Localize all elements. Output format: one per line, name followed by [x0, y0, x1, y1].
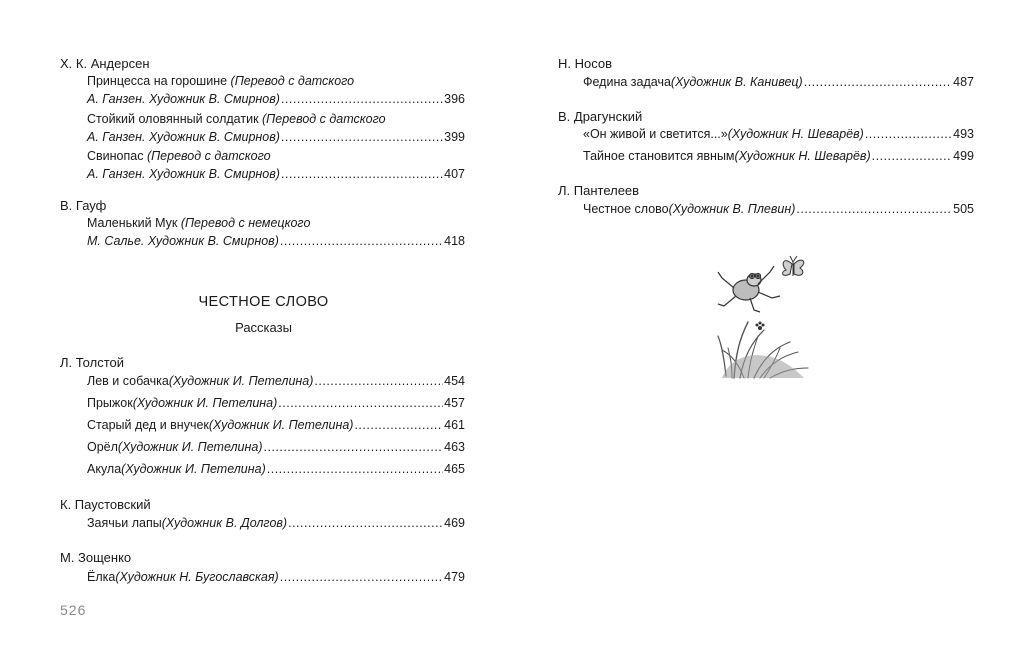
entry-credit: (Перевод с немецкого [180, 216, 311, 230]
entry-credit: (Художник И. Петелина) [132, 396, 278, 410]
toc-entry-jump[interactable] [87, 394, 465, 412]
toc-entry-secret-clear[interactable] [583, 147, 974, 165]
dot-leader [281, 90, 443, 108]
entry-page-number: 396 [444, 92, 465, 106]
toc-entry-hare-paws[interactable] [87, 514, 465, 532]
entry-credit: (Художник И. Петелина) [208, 418, 354, 432]
entry-title: Свинопас [87, 149, 147, 163]
dot-leader [281, 128, 443, 146]
author-zoshchenko: М. Зощенко [60, 550, 132, 565]
dot-leader [354, 416, 443, 434]
toc-entry-princess[interactable] [87, 72, 465, 108]
entry-credit: М. Салье. Художник В. Смирнов) [87, 234, 279, 248]
entry-credit: (Перевод с датского [230, 74, 355, 88]
entry-title: Ёлка [87, 570, 116, 584]
dot-leader [865, 125, 952, 143]
toc-entry-tin-soldier[interactable] [87, 110, 465, 146]
page-number: 526 [60, 602, 87, 618]
entry-credit: (Перевод с датского [262, 112, 386, 126]
entry-page-number: 479 [444, 570, 465, 584]
dot-leader [872, 147, 953, 165]
author-nosov: Н. Носов [558, 56, 613, 71]
dot-leader [264, 438, 444, 456]
author-andersen: Х. К. Андерсен [60, 56, 150, 71]
toc-entry-fedya-task[interactable] [583, 73, 974, 91]
entry-credit: (Художник Н. Шеварёв) [727, 127, 864, 141]
dot-leader [280, 568, 443, 586]
entry-title: Лев и собачка [87, 374, 169, 388]
entry-title: Стойкий оловянный солдатик [87, 112, 263, 126]
toc-entry-alive-glowing[interactable] [583, 125, 974, 143]
entry-title: Маленький Мук [87, 216, 181, 230]
entry-credit: (Художник В. Плевин) [668, 202, 796, 216]
entry-credit: (Перевод с датского [146, 149, 271, 163]
author-gauf: В. Гауф [60, 198, 107, 213]
entry-title: Заячьи лапы [87, 516, 162, 530]
dot-leader [804, 73, 952, 91]
entry-title: «Он живой и светится...» [583, 127, 728, 141]
dot-leader [796, 200, 952, 218]
toc-entry-shark[interactable] [87, 460, 465, 478]
dot-leader [288, 514, 443, 532]
frog-butterfly-grass-illustration [714, 252, 818, 380]
frog-icon [718, 266, 780, 312]
entry-credit: (Художник И. Петелина) [121, 462, 266, 476]
toc-entry-swineherd[interactable] [87, 147, 465, 183]
dot-leader [314, 372, 443, 390]
entry-credit: А. Ганзен. Художник В. Смирнов) [87, 92, 280, 106]
entry-title: Тайное становится явным [583, 149, 735, 163]
entry-page-number: 505 [953, 202, 974, 216]
entry-credit: А. Ганзен. Художник В. Смирнов) [87, 167, 280, 181]
grass-dark-patch-icon [722, 355, 804, 378]
entry-page-number: 465 [444, 462, 465, 476]
entry-credit: (Художник Н. Шеварёв) [734, 149, 871, 163]
entry-credit: (Художник И. Петелина) [117, 440, 263, 454]
author-tolstoy: Л. Толстой [60, 355, 125, 370]
entry-page-number: 469 [444, 516, 465, 530]
entry-title: Орёл [87, 440, 118, 454]
section-subtitle: Рассказы [235, 320, 292, 335]
butterfly-icon [783, 256, 804, 276]
entry-page-number: 499 [953, 149, 974, 163]
toc-entry-little-muck[interactable] [87, 214, 465, 250]
entry-title: Акула [87, 462, 122, 476]
entry-credit: (Художник В. Канивец) [670, 75, 803, 89]
toc-entry-eagle[interactable] [87, 438, 465, 456]
entry-page-number: 407 [444, 167, 465, 181]
entry-credit: А. Ганзен. Художник В. Смирнов) [87, 130, 280, 144]
entry-page-number: 493 [953, 127, 974, 141]
entry-page-number: 463 [444, 440, 465, 454]
flower-icon [756, 322, 765, 331]
entry-page-number: 454 [444, 374, 465, 388]
entry-credit: (Художник В. Долгов) [161, 516, 288, 530]
entry-page-number: 487 [953, 75, 974, 89]
entry-title: Прыжок [87, 396, 133, 410]
dot-leader [267, 460, 443, 478]
dot-leader [281, 165, 443, 183]
toc-entry-yolka[interactable] [87, 568, 465, 586]
entry-title: Принцесса на горошине [87, 74, 231, 88]
entry-credit: (Художник И. Петелина) [168, 374, 314, 388]
toc-entry-lion-dog[interactable] [87, 372, 465, 390]
entry-credit: (Художник Н. Бугославская) [115, 570, 279, 584]
author-dragunsky: В. Драгунский [558, 109, 643, 124]
entry-page-number: 418 [444, 234, 465, 248]
entry-title: Федина задача [583, 75, 671, 89]
toc-entry-word-of-honor[interactable] [583, 200, 974, 218]
author-panteleev: Л. Пантелеев [558, 183, 640, 198]
entry-title: Честное слово [583, 202, 669, 216]
section-title: ЧЕСТНОЕ СЛОВО [198, 294, 329, 310]
dot-leader [278, 394, 443, 412]
author-paustovsky: К. Паустовский [60, 497, 151, 512]
toc-entry-old-grandfather[interactable] [87, 416, 465, 434]
entry-page-number: 457 [444, 396, 465, 410]
entry-page-number: 461 [444, 418, 465, 432]
dot-leader [280, 232, 443, 250]
entry-title: Старый дед и внучек [87, 418, 209, 432]
entry-page-number: 399 [444, 130, 465, 144]
